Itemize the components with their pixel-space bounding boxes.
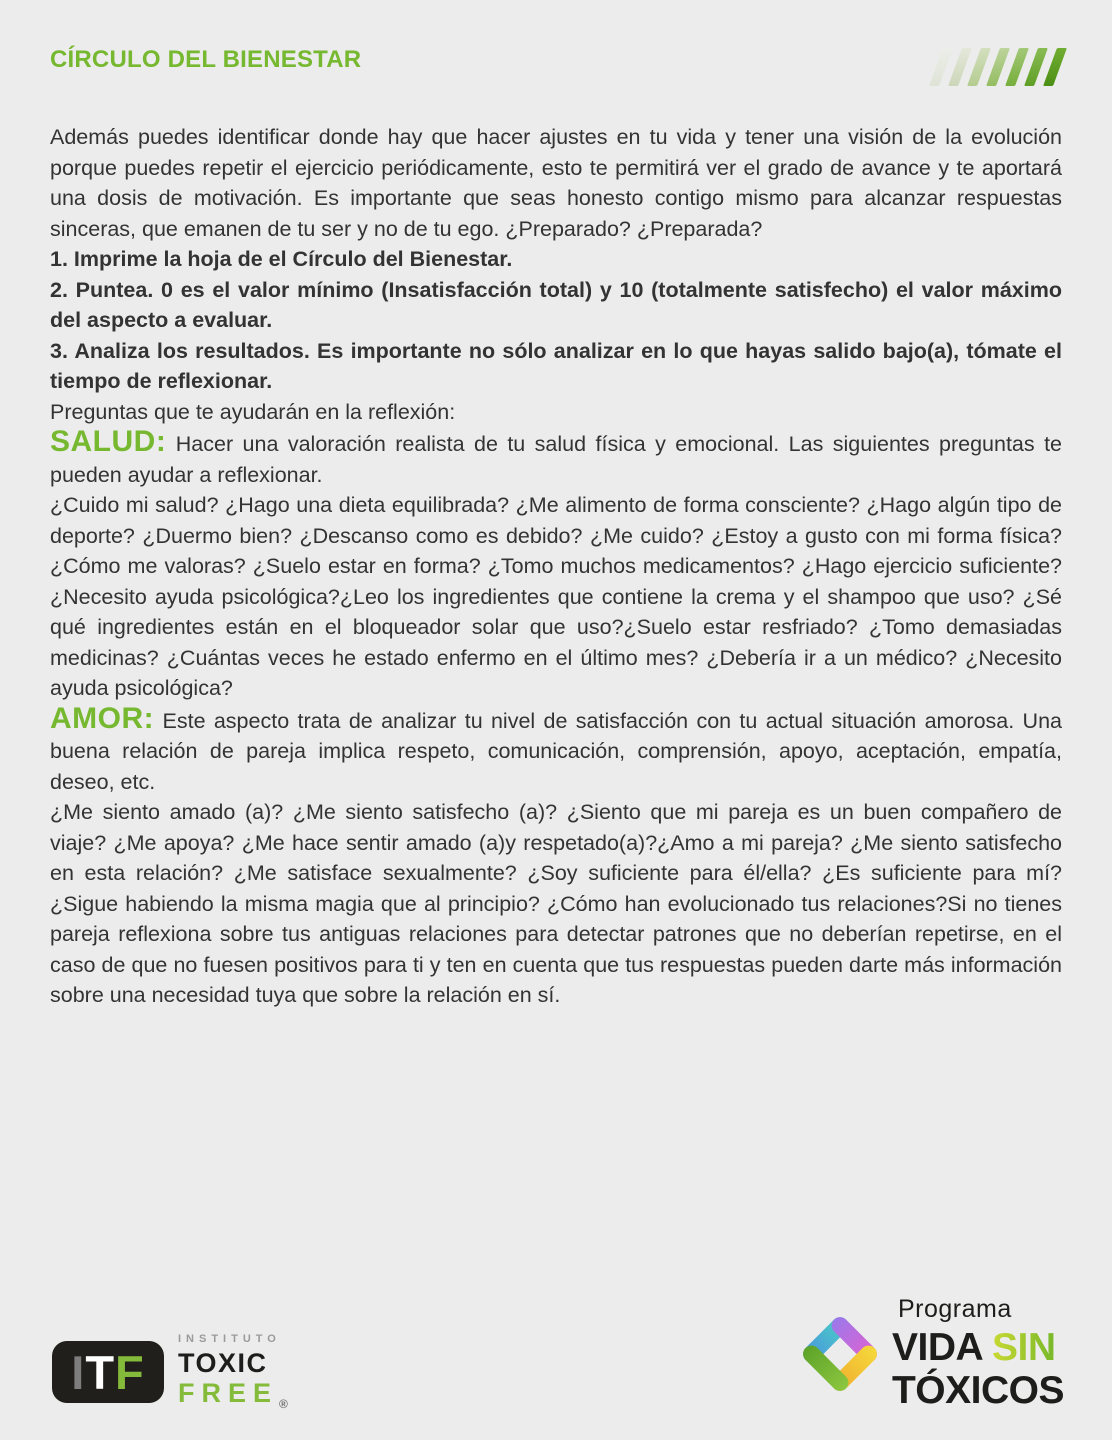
salud-description: Hacer una valoración realista de tu salud física y emocional. Las siguientes preguntas te pueden ayudar a reflexionar.: [50, 432, 1062, 487]
stripe-icon: [1043, 48, 1067, 86]
itf-instituto-text: INSTITUTO: [178, 1333, 281, 1345]
diagonal-stripes-icon: [927, 46, 1062, 86]
word-sin: SIN: [992, 1326, 1056, 1369]
word-vida: VIDA: [891, 1326, 982, 1369]
diamond-ring-icon: [798, 1312, 882, 1396]
salud-section-intro: [50, 427, 1062, 490]
amor-section-intro: [50, 701, 1062, 798]
page-title: CÍRCULO DEL BIENESTAR: [50, 46, 362, 73]
program-wordmark: [890, 1297, 1064, 1410]
amor-description: Este aspecto trata de analizar tu nivel de satisfacción con tu actual situación amorosa. Una buena relación de pareja implica respeto, comunicación, comprensión, apoyo, aceptación, empatía, deseo, etc.: [50, 708, 1062, 794]
page-header: [50, 46, 1062, 86]
amor-label: AMOR:: [50, 701, 155, 735]
word-toxicos: TÓXICOS: [891, 1369, 1064, 1412]
itf-wordmark: [178, 1334, 288, 1410]
intro-paragraph: Además puedes identificar donde hay que hacer ajustes en tu vida y tener una visión de la evolución porque puedes repetir el ejercicio periódicamente, esto te permitirá ver el grado de avance y te aportará una dosis de motivación. Es importante que seas honesto contigo mismo para alcanzar respuestas sinceras, que emanen de tu ser y no de tu ego. ¿Preparado? ¿Preparada?: [50, 125, 1062, 241]
itf-badge-icon: [52, 1341, 164, 1403]
program-kicker-text: Programa: [897, 1295, 1012, 1323]
vida-sin-toxicos-logo: [798, 1297, 1064, 1410]
registered-trademark-icon: ®: [279, 1397, 288, 1411]
page-footer: [52, 1297, 1064, 1410]
step-1: 1. Imprime la hoja de el Círculo del Bienestar.: [50, 247, 513, 271]
itf-free-word: FREE: [178, 1378, 279, 1408]
program-line1: [892, 1328, 1064, 1367]
reflection-intro: Preguntas que te ayudarán en la reflexión:: [50, 399, 456, 424]
salud-questions: ¿Cuido mi salud? ¿Hago una dieta equilibrada? ¿Me alimento de forma consciente? ¿Hago algún tipo de deporte? ¿Duermo bien? ¿Descanso como es debido? ¿Me cuido? ¿Estoy a gusto con mi forma física? ¿Cómo me valoras? ¿Suelo estar en forma? ¿Tomo muchos medicamentos? ¿Hago ejercicio suficiente? ¿Necesito ayuda psicológica?¿Leo los ingredientes que contiene la crema y el shampoo que uso? ¿Sé qué ingredientes están en el bloqueador solar que uso?¿Suelo estar resfriado? ¿Tomo demasiadas medicinas? ¿Cuántas veces he estado enfermo en el último mes? ¿Debería ir a un médico? ¿Necesito ayuda psicológica?: [50, 493, 1062, 700]
itf-toxic-text: TOXIC: [178, 1348, 268, 1378]
amor-questions: ¿Me siento amado (a)? ¿Me siento satisfecho (a)? ¿Siento que mi pareja es un buen compañero de viaje? ¿Me apoya? ¿Me hace sentir amado (a)y respetado(a)?¿Amo a mi pareja? ¿Me siento satisfecho en esta relación? ¿Me satisface sexualmente? ¿Soy suficiente para él/ella? ¿Es suficiente para mí? ¿Sigue habiendo la misma magia que al principio? ¿Cómo han evolucionado tus relaciones?Si no tienes pareja reflexiona sobre tus antiguas relaciones para detectar patrones que no deberían repetirse, en el caso de que no fuesen positivos para ti y ten en cuenta que tus respuestas pueden darte más información sobre una necesidad tuya que sobre la relación en sí.: [50, 800, 1062, 1007]
salud-label: SALUD:: [50, 425, 167, 458]
itf-letter-f: F: [115, 1345, 145, 1399]
itf-letter-t: T: [85, 1345, 116, 1399]
itf-free-text: [178, 1380, 288, 1410]
step-3: 3. Analiza los resultados. Es importante no sólo analizar en lo que hayas salido bajo(a), tómate el tiempo de reflexionar.: [50, 338, 1062, 393]
step-2: 2. Puntea. 0 es el valor mínimo (Insatisfacción total) y 10 (totalmente satisfecho) el valor máximo del aspecto a evaluar.: [50, 277, 1062, 332]
itf-logo: [52, 1334, 288, 1410]
itf-letter-i: I: [71, 1345, 86, 1399]
